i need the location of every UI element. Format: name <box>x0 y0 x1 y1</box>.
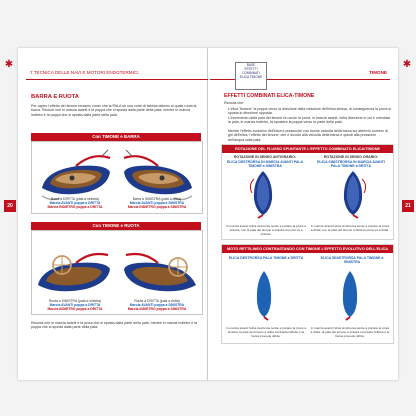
box1-left-sub: ROTAZIONE IN SENSO ANTIORARIO: <box>233 155 297 159</box>
box1-right-boat-diagram <box>336 169 370 219</box>
stamp-line-2: EFFETTI <box>244 67 258 71</box>
box1-left-blue: ELICA DESTRORSA IN MARCIA AVANTI PALA TIMONE a SINISTRA <box>226 160 304 169</box>
box1-note-left: In marcia avanti l'elica destrorsa tende a portare la prora a sinistra; con la pala del timone a sinistra la prora va a sinistra. <box>226 224 306 236</box>
barra-left-caption-3: Marcia INDIETRO poppa a DRITTA <box>47 205 103 210</box>
barra-right-caption-1: Barra a SINISTRA (pala a dritta) <box>132 197 182 201</box>
boat-ruota-right-illustration <box>124 254 196 291</box>
boat-right-illustration <box>124 156 192 199</box>
right-corner-star-icon: ✱ <box>402 59 412 70</box>
box1-right-blue: ELICA SINISTRORSA IN MARCIA AVANTI PALA TIMONE a DRITTA <box>317 160 385 169</box>
box2-right-blue: ELICA SINISTRORSA PALA TIMONE a SINISTRA <box>320 256 384 265</box>
box1-note-right: In marcia avanti l'elica sinistrorsa tende a portare la prora a dritta; con la pala del timone a dritta la prora va a dritta. <box>310 224 390 232</box>
boat-left-illustration <box>42 156 110 199</box>
box2-right-boat-diagram <box>338 269 362 321</box>
right-side-tab: 21 <box>402 200 414 212</box>
right-section-title: EFFETTI COMBINATI ELICA-TIMONE <box>224 93 315 99</box>
box1-left-boat-diagram <box>246 169 280 219</box>
box-rotation-title: ROTAZIONE DEL FLUSSO SPUNTANTE L'EFFETTO COMBINATO ELICA/TIMONE <box>222 145 393 153</box>
box-straight <box>221 244 394 344</box>
barra-left-caption-2: Marcia AVANTI poppa a DRITTA <box>49 201 101 206</box>
stamp-line-1: BASE <box>246 63 256 67</box>
bullet-3: Mentre l'effetto evolutivo dell'elica è pressoché con buone velocità della barca sul abbrivio numero di giri dell'elica, l'effetto del timone, che è dovuto alla velocità della barca e quindi alla pressione dell'acqua sulla pala. <box>228 129 388 142</box>
box-straight-title: MOTO RETTILINEO CONTRASTANDO CON TIMONE L'EFFETTO EVOLUTIVO DELL'ELICA <box>222 245 393 253</box>
box1-right-sub: ROTAZIONE IN SENSO ORARIO: <box>323 155 379 159</box>
barra-right-caption <box>116 197 198 209</box>
barra-left-caption-1: Barra a DRITTA (pala a sinistra) <box>51 197 99 201</box>
right-intro: Ricorda che: <box>224 101 245 105</box>
bullet-1: L'elica "tiranne" la poppa verso la direzione della rotazione dell'elica stessa, di conseguenza la prora si sposta in direzione opposta. <box>228 107 391 116</box>
right-header-text: TIMONE <box>369 70 387 75</box>
left-section-title: BARRA E RUOTA <box>31 94 79 100</box>
ruota-left-caption-2: Marcia AVANTI poppa a DRITTA <box>49 303 101 308</box>
box2-note-left: In marcia avanti l'elica destrorsa tende a portare la prora a sinistra, la pala del timone a dritta contrasta l'effetto e la barca procede diritta. <box>226 326 306 338</box>
barra-right-caption-2: Marcia AVANTI poppa a SINISTRA <box>129 201 185 206</box>
panel-ruota-title: Con TIMONE e RUOTA <box>31 222 201 230</box>
left-footer-text: Ricorda che in marcia avanti è la prora che si sposta dalla parte della pala, mentre in marcia indietro è la poppa che si sposta dalla parte della pala. <box>31 321 197 330</box>
panel-barra-title: Con TIMONE e BARRA <box>31 133 201 141</box>
box2-note-right: In marcia avanti l'elica sinistrorsa tende a portare la prora a dritta, la pala del timone a sinistra contrasta l'effetto e la barca procede diritta. <box>310 326 390 338</box>
ruota-right-caption-3: Marcia INDIETRO poppa a SINISTRA <box>127 307 187 312</box>
barra-left-caption <box>34 197 116 209</box>
stamp-line-4: ELICA TIMONE <box>239 75 263 79</box>
boat-ruota-left-illustration <box>38 254 110 291</box>
ruota-right-caption <box>116 299 198 311</box>
ruota-left-caption-3: Marcia INDIETRO poppa a DRITTA <box>47 307 103 312</box>
barra-right-caption-3: Marcia INDIETRO poppa a SINISTRA <box>127 205 187 210</box>
left-intro-text: Per capire l'effetto del timone teniamo conto che la PALA se una corte di fabrica attorno al quale ruota la barca. Ricordo che in marcia avanti è la poppa che si sposta dalla parte della pala, mentre in marcia indietro è la poppa che si sposta dalla parte della pala. <box>31 104 197 117</box>
bullet-2: L'incremento della pala del timone fa uscire la prora, in marcia avanti, nella direzione in cui è orientata la pala, in marcia indietro, fa spostare la poppa verso la parte della pala. <box>228 116 390 125</box>
stamp-line-3: COMBINATI <box>242 71 260 75</box>
box-rotation <box>221 144 394 240</box>
left-corner-star-icon: ✱ <box>4 59 14 70</box>
ruota-right-caption-1: Ruota a DRITTA (pala a dritta) <box>134 299 180 303</box>
left-header-text: 7 TECNICA DELLE NAVI E MOTORI ENDOTERMICI <box>30 70 139 75</box>
left-page-header <box>26 70 208 80</box>
box2-left-blue: ELICA DESTRORSA PALA TIMONE a DRITTA <box>228 256 304 260</box>
left-side-tab: 20 <box>4 200 16 212</box>
box2-left-boat-diagram <box>252 269 276 321</box>
chapter-stamp <box>235 62 267 90</box>
ruota-left-caption-1: Ruota a SINISTRA (pala a sinistra) <box>48 299 102 303</box>
ruota-right-caption-2: Marcia AVANTI poppa a SINISTRA <box>129 303 185 308</box>
ruota-left-caption <box>34 299 116 311</box>
